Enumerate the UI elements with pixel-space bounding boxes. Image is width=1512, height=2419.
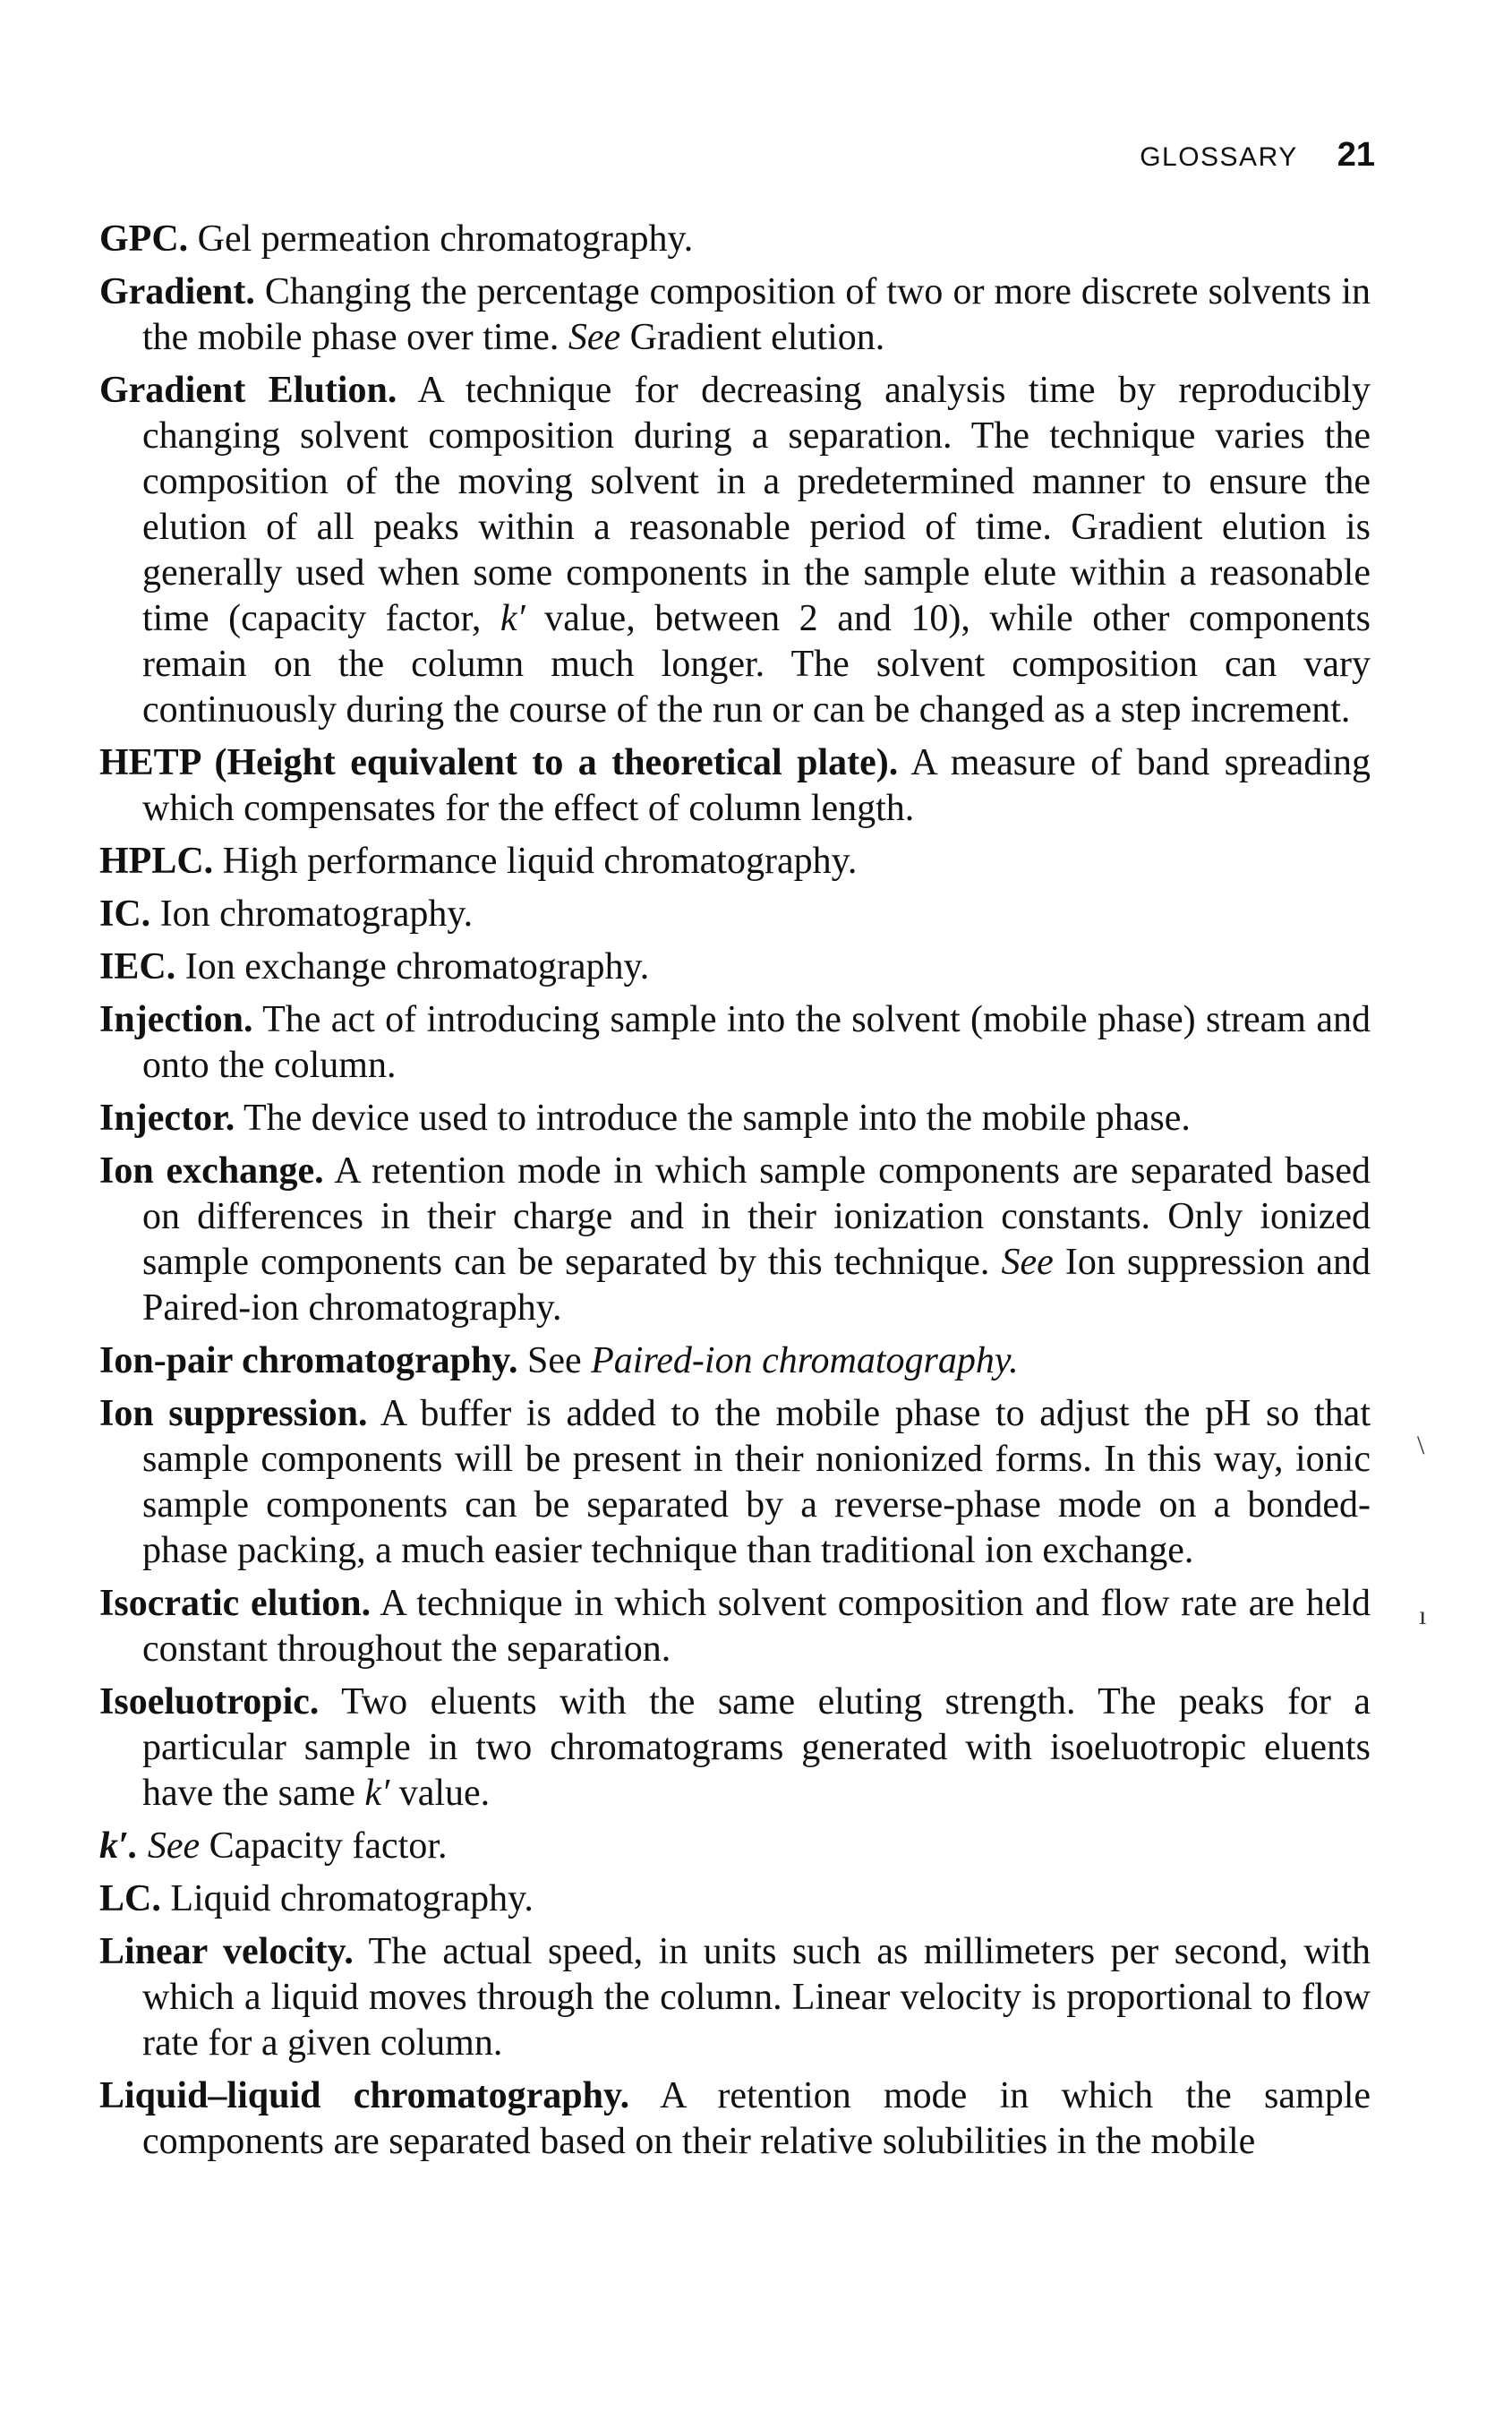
entry-definition: The device used to introduce the sample into the mobile phase. [243, 1098, 1191, 1139]
entry-ion-pair-chromatography [99, 1338, 1371, 1384]
entry-linear-velocity [99, 1929, 1371, 2066]
entry-definition: A technique for decreasing analysis time by reproducibly changing solvent composition during a separation. The technique varies the composition of the moving solvent in a predetermined manner to ensure the elution of all peaks within a reasonable period of time. Gradient elution is generally used when some components in the sample elute within a reasonable time (capacity factor, [142, 370, 1371, 639]
scan-mark: \ [1417, 1431, 1425, 1460]
entry-term: k′. [99, 1825, 139, 1867]
entry-definition: A technique in which solvent composition and flow rate are held constant throughout the separation. [142, 1583, 1371, 1670]
entry-term: Injection. [99, 999, 253, 1040]
reference-target: Gradient elution. [629, 317, 885, 358]
entry-definition: Liquid chromatography. [170, 1878, 534, 1919]
glossary-list [99, 217, 1371, 2172]
entry-definition-continued: value, between 2 and 10), while other components remain on the column much longer. The solvent composition can vary continuously during the course of the run or can be changed as a step increment. [142, 598, 1371, 731]
entry-definition: Ion chromatography. [159, 893, 474, 935]
entry-term: Isocratic elution. [99, 1583, 372, 1624]
entry-definition: High performance liquid chromatography. [222, 841, 858, 882]
page-number: 21 [1337, 136, 1375, 174]
entry-injection [99, 997, 1371, 1089]
entry-term: LC. [99, 1878, 161, 1919]
variable-k-prime: k′ [500, 598, 525, 639]
variable-k-prime: k′ [364, 1773, 390, 1814]
entry-term: HPLC. [99, 841, 214, 882]
entry-iec [99, 945, 1371, 990]
entry-term: Linear velocity. [99, 1931, 354, 1972]
entry-ion-exchange [99, 1149, 1371, 1331]
entry-hplc [99, 839, 1371, 885]
entry-term: GPC. [99, 218, 189, 260]
entry-definition: See [527, 1340, 582, 1381]
entry-isocratic-elution [99, 1581, 1371, 1672]
entry-term: Injector. [99, 1098, 235, 1139]
reference-target: Ion suppression and Paired-ion chromatography. [142, 1242, 1371, 1329]
running-head [1140, 136, 1375, 175]
entry-ic [99, 892, 1371, 937]
entry-term: Ion suppression. [99, 1393, 368, 1434]
reference-target: Capacity factor. [209, 1825, 448, 1867]
entry-liquid-liquid-chromatography [99, 2073, 1371, 2165]
entry-definition: Two eluents with the same eluting strength. The peaks for a particular sample in two chromatograms generated with isoeluotropic eluents have the same [142, 1681, 1371, 1814]
entry-definition: The act of introducing sample into the solvent (mobile phase) stream and onto the column. [142, 999, 1371, 1086]
see-reference: See [147, 1825, 201, 1867]
entry-term: Gradient. [99, 271, 255, 312]
entry-definition: A retention mode in which sample components are separated based on differences in their charge and in their ionization constants. Only ionized sample components can be separated by this technique. [142, 1150, 1371, 1283]
entry-gradient [99, 269, 1371, 361]
entry-definition: A retention mode in which the sample components are separated based on their relative solubilities in the mobile [142, 2075, 1371, 2162]
entry-definition: Changing the percentage composition of two or more discrete solvents in the mobile phase over time. [142, 271, 1371, 358]
entry-definition: The actual speed, in units such as millimeters per second, with which a liquid moves through the column. Linear velocity is proportional to flow rate for a given column. [142, 1931, 1371, 2064]
entry-definition: Ion exchange chromatography. [184, 946, 650, 987]
entry-ion-suppression [99, 1391, 1371, 1574]
entry-lc [99, 1876, 1371, 1922]
entry-k-prime [99, 1824, 1371, 1869]
entry-definition: A measure of band spreading which compensates for the effect of column length. [142, 742, 1371, 829]
entry-injector [99, 1096, 1371, 1141]
scan-mark: ı [1419, 1601, 1427, 1630]
entry-definition: Gel permeation chromatography. [197, 218, 694, 260]
section-title: GLOSSARY [1140, 142, 1298, 172]
entry-term: Isoeluotropic. [99, 1681, 320, 1722]
entry-definition-continued: value. [398, 1773, 491, 1814]
reference-target: Paired-ion chromatography. [591, 1340, 1019, 1381]
entry-term: Gradient Elution. [99, 370, 397, 411]
see-reference: See [568, 317, 621, 358]
entry-gradient-elution [99, 368, 1371, 733]
entry-definition: A buffer is added to the mobile phase to adjust the pH so that sample components will be present in their nonionized forms. In this way, ionic sample components can be separated by a reverse-phase mode on a bonded-phase packing, a much easier technique than traditional ion exchange. [142, 1393, 1371, 1571]
entry-term: IC. [99, 893, 151, 935]
entry-term: IEC. [99, 946, 176, 987]
entry-term: Liquid–liquid chromatography. [99, 2075, 630, 2116]
entry-term: HETP (Height equivalent to a theoretical plate). [99, 742, 899, 783]
entry-gpc [99, 217, 1371, 262]
entry-term: Ion-pair chromatography. [99, 1340, 518, 1381]
entry-hetp [99, 740, 1371, 832]
see-reference: See [1001, 1242, 1054, 1283]
entry-term: Ion exchange. [99, 1150, 324, 1192]
entry-isoeluotropic [99, 1680, 1371, 1816]
